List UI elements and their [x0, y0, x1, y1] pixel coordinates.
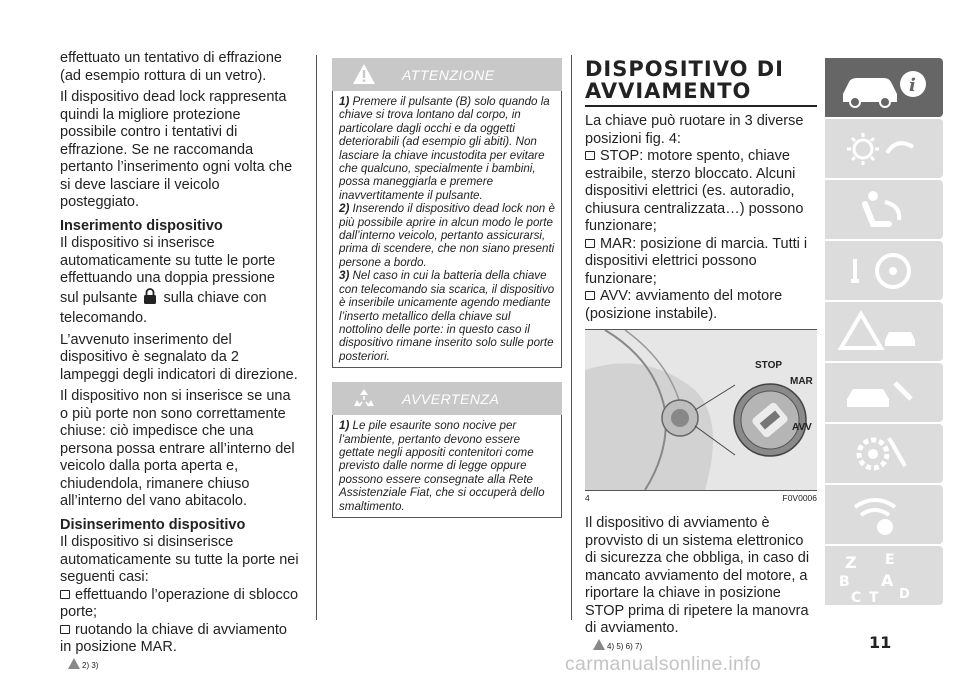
bullet-item: [60, 587, 300, 622]
warning-small-icon: [593, 639, 605, 650]
column-divider: [316, 55, 317, 620]
svg-text:T: T: [869, 590, 879, 605]
warning-body: [332, 415, 562, 518]
environment-icon: [352, 387, 376, 416]
references: [60, 657, 300, 676]
section-title-line: AVVIAMENTO: [585, 79, 752, 103]
svg-text:i: i: [909, 75, 916, 96]
paragraph: Il dispositivo non si inserisce se una o più porte non sono correttamente chiuse: ciò impedisce che una persona possa entrare all’interno del veicolo dalla porta aperta e, chiudendola, rimanere chiuso all’interno del vano abitacolo.: [60, 388, 295, 509]
figure-caption: [585, 493, 817, 503]
tab-safety[interactable]: [825, 180, 943, 239]
paragraph: Il dispositivo dead lock rappresenta quindi la migliore protezione possibile contro i tentativi di effrazione. Se ne raccomanda pertanto l’inserimento ogni volta che si deve lasciare il veicolo posteggiato.: [60, 89, 293, 210]
section-heading-insert: Inserimento dispositivo: [60, 217, 223, 234]
figure-code: F0V0006: [782, 493, 817, 503]
airbag-seat-icon: [825, 180, 943, 239]
reference-numbers: 2) 3): [82, 660, 99, 670]
maintenance-car-icon: [825, 363, 943, 422]
technical-data-icon: [825, 485, 943, 544]
note-item: [339, 95, 555, 202]
chapter-sidebar: [825, 58, 943, 607]
note-number: 1): [339, 95, 350, 108]
bullet-item: [585, 236, 817, 289]
figure-label-stop: STOP: [755, 360, 783, 371]
bullet-text: ruotando la chiave di avviamento in posizione MAR.: [60, 621, 287, 655]
bullet-item: [585, 148, 817, 236]
svg-text:C: C: [851, 590, 862, 605]
warning-car-icon: [825, 302, 943, 361]
steering-key-icon: [825, 241, 943, 300]
paragraph: [60, 288, 300, 328]
figure-number: 4: [585, 493, 590, 503]
paragraph: L’avvenuto inserimento del dispositivo è segnalato da 2 lampeggi degli indicatori di direzione.: [60, 331, 298, 383]
bullet-icon: [60, 590, 70, 599]
note-item: [339, 269, 555, 363]
paragraph: Il dispositivo si inserisce automaticamente su tutte le porte effettuando una doppia pressione: [60, 235, 276, 286]
bullet-text: effettuando l’operazione di sblocco porte;: [60, 586, 299, 620]
warning-triangle-icon: [352, 63, 376, 90]
warning-header: [332, 382, 562, 415]
bullet-item: [585, 288, 817, 323]
dashboard-lights-icon: [825, 119, 943, 178]
column-divider: [571, 55, 572, 620]
svg-text:Z: Z: [845, 553, 857, 572]
warning-small-icon: [68, 658, 80, 669]
svg-text:D: D: [899, 587, 910, 602]
tools-icon: [825, 424, 943, 483]
tab-dashboard-lights[interactable]: [825, 119, 943, 178]
svg-text:B: B: [839, 574, 850, 590]
section-title-line: DISPOSITIVO DI: [585, 57, 784, 81]
tab-multimedia[interactable]: [825, 485, 943, 544]
tab-maintenance[interactable]: [825, 363, 943, 422]
note-item: [339, 202, 555, 269]
bullet-text: MAR: posizione di marcia. Tutti i dispositivi elettrici possono funzionare;: [585, 235, 808, 287]
paragraph: La chiave può ruotare in 3 diverse posizioni fig. 4:: [585, 113, 804, 147]
note-text: Premere il pulsante (B) solo quando la chiave si trova lontano dal corpo, in particolare dagli occhi e da oggetti deteriorabili (ad esempio gli abiti). Non lasciare la chiave incustodita per evitare che qualcuno, specialmente i bambini, possa maneggiarla e premere inavvertitamente il pulsante.: [339, 95, 550, 202]
tab-car-info[interactable]: [825, 58, 943, 117]
watermark-text: carmanualsonline.info: [565, 653, 761, 675]
warning-title: AVVERTENZA: [402, 391, 500, 408]
attention-header: [332, 58, 562, 91]
bullet-text: AVV: avviamento del motore (posizione instabile).: [585, 288, 783, 322]
paragraph: effettuato un tentativo di effrazione (ad esempio rottura di un vetro).: [60, 50, 282, 84]
ignition-figure: [585, 329, 817, 491]
bullet-icon: [585, 239, 595, 248]
note-text: Inserendo il dispositivo dead lock non è più possibile aprire in alcun modo le porte dall’interno veicolo, pertanto assicurarsi, prima di scendere, che non siano presenti persone a bordo.: [339, 202, 555, 269]
right-column: [585, 58, 817, 656]
left-column: [60, 50, 300, 675]
note-number: 3): [339, 269, 350, 283]
tab-index[interactable]: [825, 546, 943, 605]
attention-body: [332, 91, 562, 368]
bullet-item: [60, 622, 300, 657]
note-number: 1): [339, 419, 350, 433]
bullet-icon: [585, 291, 595, 300]
note-item: [339, 419, 555, 513]
lock-icon: [143, 288, 157, 311]
tab-emergency[interactable]: [825, 302, 943, 361]
note-text: Le pile esaurite sono nocive per l’ambiente, pertanto devono essere gettate negli appositi contenitori come previsto dalle norme di legge oppure possono essere consegnate alla Rete Assistenziale Fiat, che si occuperà dello smaltimento.: [339, 419, 545, 513]
bullet-text: STOP: motore spento, chiave estraibile, sterzo bloccato. Alcuni dispositivi elettrici (es. autoradio, chiusura centralizzata…) possono funzionare;: [585, 148, 804, 234]
bullet-icon: [60, 625, 70, 634]
svg-text:E: E: [885, 552, 895, 568]
attention-title: ATTENZIONE: [402, 67, 495, 83]
index-letters-icon: [825, 546, 943, 605]
figure-label-avv: AVV: [792, 422, 812, 433]
figure-label-mar: MAR: [790, 376, 813, 387]
title-rule: [585, 105, 817, 107]
car-info-icon: [825, 58, 943, 117]
svg-text:A: A: [881, 571, 894, 590]
section-title: [585, 58, 817, 102]
tab-technical-data[interactable]: [825, 424, 943, 483]
ignition-illustration: [585, 330, 817, 490]
text-span: sul pulsante: [60, 289, 138, 306]
text-span: sulla chiave con telecomando.: [60, 289, 267, 326]
note-number: 2): [339, 202, 350, 216]
note-text: Nel caso in cui la batteria della chiave con telecomando sia scarica, il dispositivo è inseribile unicamente agendo mediante l’inserto metallico della chiave sul nottolino delle porte: in questo caso il dispositivo rimane inserito solo sulle porte posteriori.: [339, 269, 555, 363]
middle-column: [332, 58, 562, 518]
bullet-icon: [585, 151, 595, 160]
paragraph: Il dispositivo si disinserisce automaticamente su tutte la porte nei seguenti casi:: [60, 534, 299, 585]
section-heading-remove: Disinserimento dispositivo: [60, 516, 246, 533]
reference-numbers: 4) 5) 6) 7): [607, 641, 643, 651]
page-number: 11: [869, 633, 892, 652]
paragraph: Il dispositivo di avviamento è provvisto di un sistema elettronico di sicurezza che obbliga, in caso di mancato avviamento del motore, a riportare la chiave in posizione STOP prima di ripetere la manovra di avviamento.: [585, 515, 810, 636]
tab-starting-driving[interactable]: [825, 241, 943, 300]
